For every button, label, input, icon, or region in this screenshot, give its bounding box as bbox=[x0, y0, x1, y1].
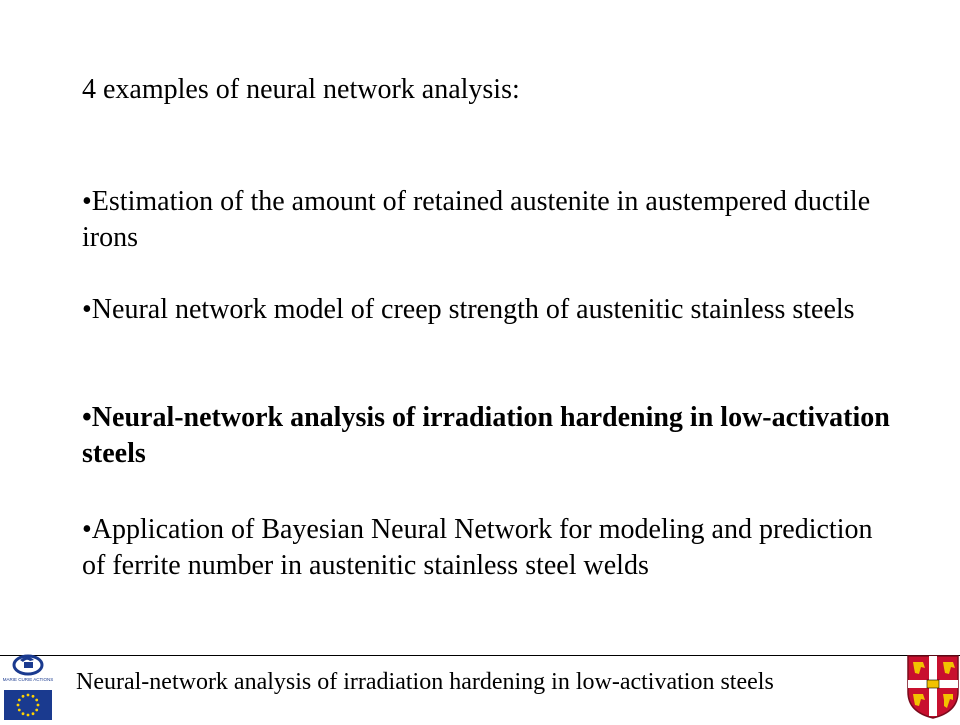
footer-divider bbox=[0, 655, 960, 656]
bullet-ferrite-number: •Application of Bayesian Neural Network for modeling and prediction of ferrite number in austenitic stainless steel welds bbox=[82, 514, 873, 581]
bullet-retained-austenite: •Estimation of the amount of retained austenite in austempered ductile irons bbox=[82, 186, 871, 253]
mca-logo-text: MARIE CURIE ACTIONS bbox=[2, 677, 54, 682]
eu-flag-icon bbox=[4, 690, 52, 720]
slide-heading: 4 examples of neural network analysis: bbox=[82, 74, 520, 105]
mca-emblem-icon bbox=[14, 656, 42, 674]
marie-curie-actions-logo bbox=[0, 652, 56, 720]
bullet-creep-strength: •Neural network model of creep strength of austenitic stainless steels bbox=[82, 294, 855, 325]
university-crest-icon bbox=[906, 654, 960, 720]
footer-title: Neural-network analysis of irradiation hardening in low-activation steels bbox=[76, 669, 774, 695]
bullet-irradiation-hardening: •Neural-network analysis of irradiation hardening in low-activation steels bbox=[82, 402, 890, 469]
